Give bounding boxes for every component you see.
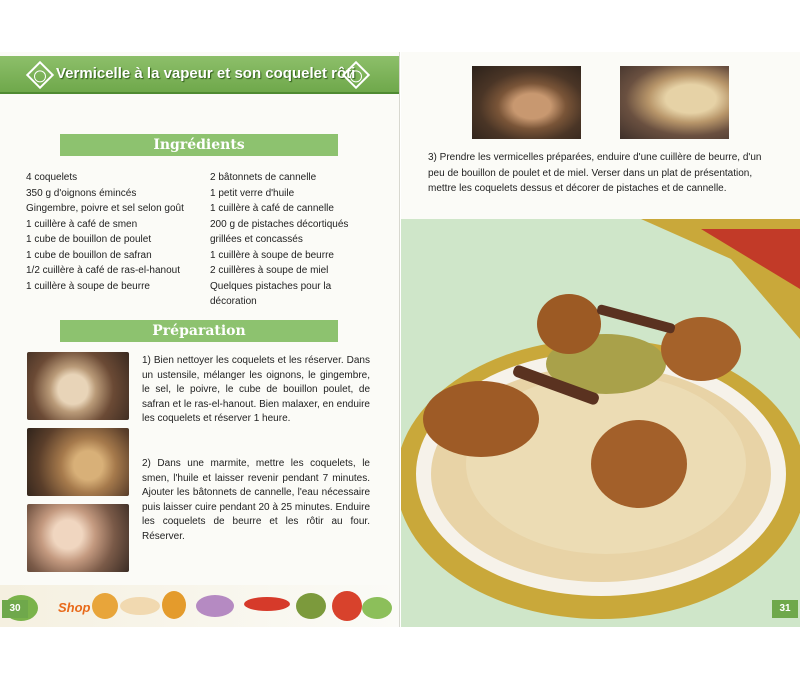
ingredient-item: 1/2 cuillère à café de ras-el-hanout bbox=[26, 265, 180, 276]
ingredient-item: 350 g d'oignons émincés bbox=[26, 187, 137, 199]
mushroom-icon bbox=[120, 597, 160, 615]
ingredient-item: 200 g de pistaches décortiqués bbox=[210, 218, 349, 230]
ingredient-item: 1 cuillère à soupe de beurre bbox=[26, 280, 150, 292]
ingredient-item: grillées et concassés bbox=[210, 234, 303, 245]
preparation-heading: Préparation bbox=[60, 320, 338, 342]
page-number-right: 31 bbox=[772, 600, 798, 618]
ingredients-heading: Ingrédients bbox=[60, 134, 338, 156]
garlic-icon bbox=[196, 595, 234, 617]
step-photo-1 bbox=[27, 352, 129, 420]
ingredients-column-1 bbox=[26, 170, 184, 294]
page-number-left: 30 bbox=[2, 600, 28, 618]
ingredient-item: 1 cuillère à café de cannelle bbox=[210, 203, 334, 214]
step-photo-pot bbox=[472, 66, 581, 139]
ingredient-item: Gingembre, poivre et sel selon goût bbox=[26, 203, 184, 214]
step-photo-vermicelli bbox=[620, 66, 729, 139]
ingredient-item: 2 cuillères à soupe de miel bbox=[210, 265, 329, 276]
book-spread bbox=[0, 52, 800, 627]
onion-icon bbox=[162, 591, 186, 619]
right-page bbox=[401, 52, 800, 627]
dish-illustration bbox=[401, 219, 800, 627]
ingredient-item: Quelques pistaches pour la bbox=[210, 280, 332, 292]
ingredient-item: 1 cuillère à soupe de beurre bbox=[210, 249, 334, 261]
step-3-text: 3) Prendre les vermicelles préparées, enduire d'une cuillère de beurre, d'un peu de bouillon de poulet et de miel. Verser dans un plat de présentation, mettre les coquelets dessus et décorer de pistaches et de cannelle. bbox=[428, 152, 762, 194]
ingredient-item: 1 cuillère à café de smen bbox=[26, 218, 138, 230]
step-photo-2 bbox=[27, 428, 129, 496]
shop-logo: Shop bbox=[58, 600, 91, 615]
left-page bbox=[0, 52, 400, 627]
leaf-icon bbox=[362, 597, 392, 619]
artichoke-icon bbox=[296, 593, 326, 619]
dish-photo bbox=[401, 219, 800, 627]
ornament-icon bbox=[26, 61, 54, 89]
pepper-icon bbox=[244, 597, 290, 611]
recipe-title-banner bbox=[0, 56, 400, 94]
step-photo-3 bbox=[27, 504, 129, 572]
ingredient-item: 1 petit verre d'huile bbox=[210, 187, 295, 199]
ingredient-item: décoration bbox=[210, 296, 257, 307]
ingredient-item: 1 cube de bouillon de safran bbox=[26, 249, 152, 261]
ingredient-item: 2 bâtonnets de cannelle bbox=[210, 172, 317, 183]
recipe-title: Vermicelle à la vapeur et son coquelet rôti bbox=[56, 65, 356, 82]
step-2-text: 2) Dans une marmite, mettre les coquelets, le smen, l'huile et laisser revenir pendant 7 minutes. Ajouter les bâtonnets de cannelle, l'eau nécessaire puis laisser cuire pendant 20 à 25 minutes. Enduire les coquelets de beurre et les rôtir au four. Réserver. bbox=[142, 458, 370, 542]
ingredients-column-2 bbox=[210, 170, 348, 310]
ingredient-item: 4 coquelets bbox=[26, 172, 78, 183]
ingredient-item: 1 cube de bouillon de poulet bbox=[26, 234, 152, 245]
tomato-icon bbox=[332, 591, 362, 621]
step-1-text: 1) Bien nettoyer les coquelets et les réserver. Dans un ustensile, mélanger les oignons, le gingembre, le sel, le poivre, le cube de bouillon poulet, de safran et le ras-el-hanout. Bien malaxer, en enduire les coquelets et réserver 1 heure. bbox=[142, 355, 370, 425]
squash-icon bbox=[92, 593, 118, 619]
